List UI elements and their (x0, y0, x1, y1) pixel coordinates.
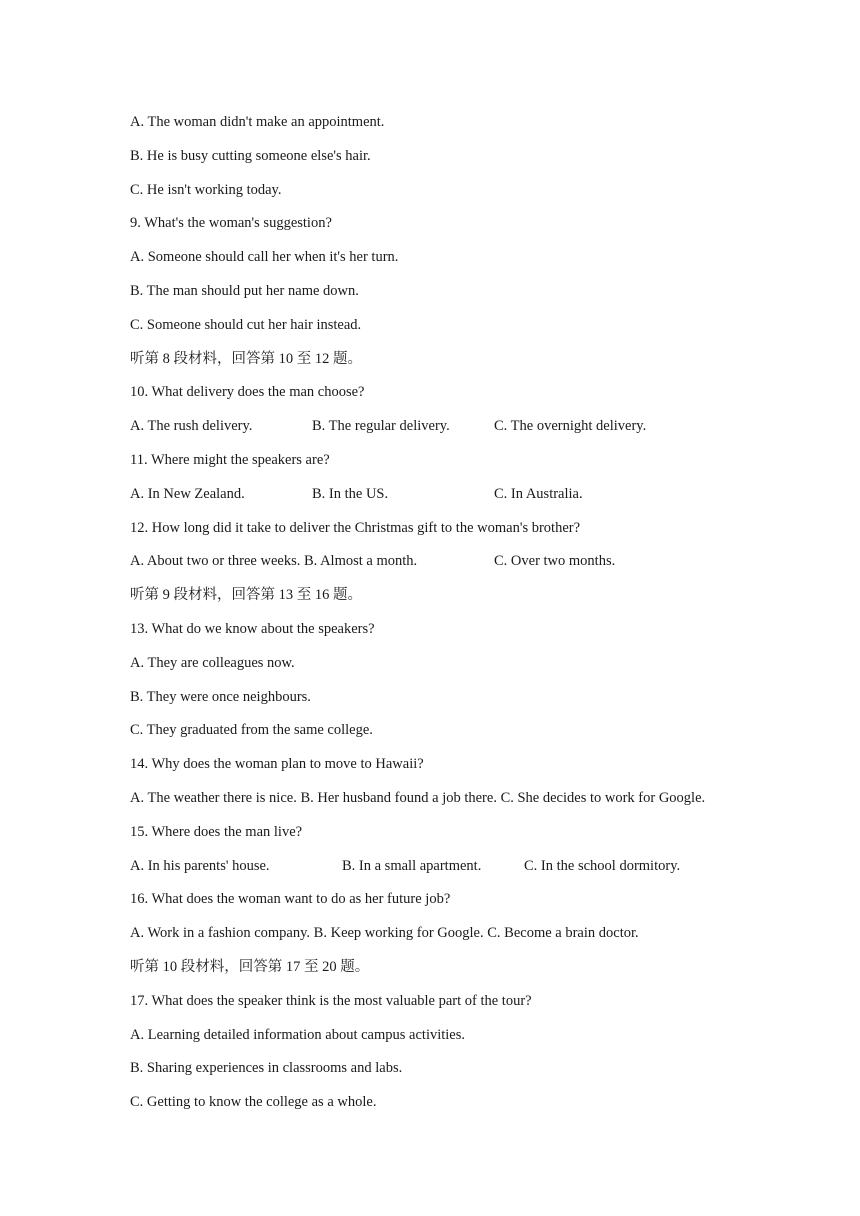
exam-page (130, 112, 770, 1126)
question-11: 11. Where might the speakers are? (130, 451, 330, 468)
question-16: 16. What does the woman want to do as her future job? (130, 891, 451, 908)
option-a: A. In his parents' house. (130, 857, 270, 874)
options-row-10 (130, 416, 770, 450)
section-instruction-9: 听第 9 段材料，回答第 13 至 16 题。 (130, 587, 362, 604)
options-row-12 (130, 551, 770, 585)
option-line: B. He is busy cutting someone else's hair. (130, 147, 371, 164)
option-a: A. The rush delivery. (130, 418, 253, 435)
options-row-15 (130, 856, 770, 890)
option-b: B. In the US. (312, 485, 389, 502)
option-line: A. The woman didn't make an appointment. (130, 114, 385, 130)
question-15: 15. Where does the man live? (130, 823, 303, 840)
option-a: A. In New Zealand. (130, 485, 245, 502)
option-line: C. Getting to know the college as a whole. (130, 1094, 377, 1111)
question-14: 14. Why does the woman plan to move to Hawaii? (130, 756, 424, 773)
options-line-14: A. The weather there is nice. B. Her husband found a job there. C. She decides to work for Google. (130, 789, 706, 806)
option-line: A. Learning detailed information about campus activities. (130, 1026, 466, 1043)
option-b: B. In a small apartment. (342, 857, 482, 874)
option-line: C. They graduated from the same college. (130, 722, 373, 739)
question-13: 13. What do we know about the speakers? (130, 620, 375, 637)
option-line: B. The man should put her name down. (130, 282, 359, 299)
option-line: A. They are colleagues now. (130, 654, 295, 671)
question-10: 10. What delivery does the man choose? (130, 384, 365, 401)
option-ab: A. About two or three weeks. B. Almost a month. (130, 553, 418, 570)
section-instruction-8: 听第 8 段材料，回答第 10 至 12 题。 (130, 350, 362, 367)
question-12: 12. How long did it take to deliver the Christmas gift to the woman's brother? (130, 519, 581, 536)
options-row-11 (130, 484, 770, 518)
question-17: 17. What does the speaker think is the most valuable part of the tour? (130, 992, 532, 1009)
option-c: C. Over two months. (494, 553, 616, 570)
section-instruction-10: 听第 10 段材料，回答第 17 至 20 题。 (130, 958, 370, 975)
option-line: B. Sharing experiences in classrooms and labs. (130, 1060, 403, 1077)
option-c: C. The overnight delivery. (494, 418, 647, 435)
option-line: C. He isn't working today. (130, 181, 282, 198)
option-line: B. They were once neighbours. (130, 688, 311, 705)
option-b: B. The regular delivery. (312, 418, 450, 435)
options-line-16: A. Work in a fashion company. B. Keep working for Google. C. Become a brain doctor. (130, 925, 639, 942)
option-c: C. In Australia. (494, 485, 583, 502)
question-9: 9. What's the woman's suggestion? (130, 215, 332, 232)
option-line: A. Someone should call her when it's her turn. (130, 249, 399, 266)
option-line: C. Someone should cut her hair instead. (130, 316, 362, 333)
option-c: C. In the school dormitory. (524, 857, 681, 874)
